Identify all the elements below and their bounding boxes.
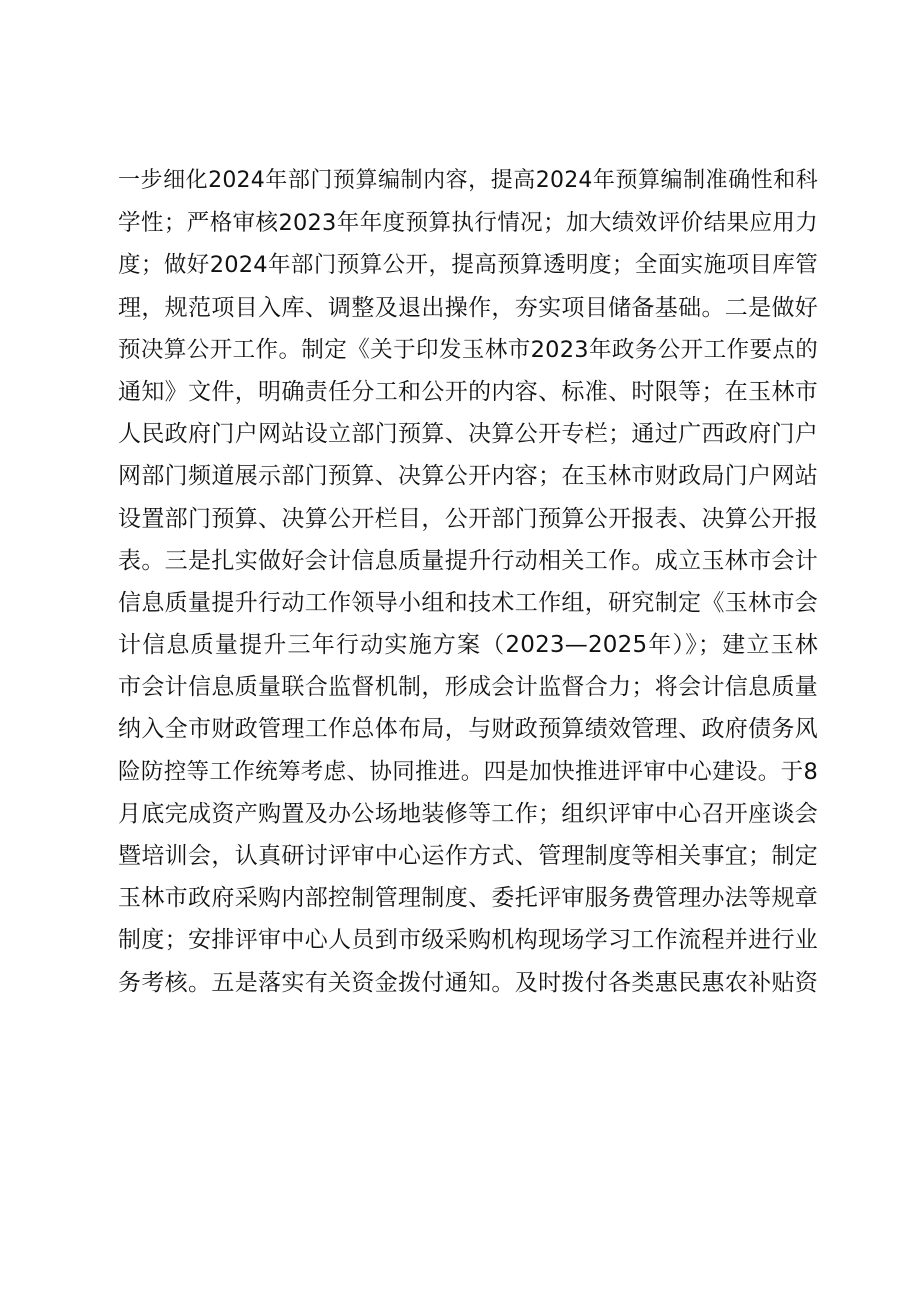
text-line: 务考核。五是落实有关资金拨付通知。及时拨付各类惠民惠农补贴资	[118, 969, 818, 996]
text-line: 学性；严格审核2023年年度预算执行情况；加大绩效评价结果应用力	[118, 210, 818, 237]
text-line: 预决算公开工作。制定《关于印发玉林市2023年政务公开工作要点的	[118, 336, 818, 363]
text-line: 度；做好2024年部门预算公开，提高预算透明度；全面实施项目库管	[118, 252, 818, 279]
text-line: 网部门频道展示部门预算、决算公开内容；在玉林市财政局门户网站	[118, 463, 818, 490]
text-line: 制度；安排评审中心人员到市级采购机构现场学习工作流程并进行业	[118, 927, 818, 954]
text-line: 险防控等工作统筹考虑、协同推进。四是加快推进评审中心建设。于8	[118, 758, 818, 785]
text-line: 人民政府门户网站设立部门预算、决算公开专栏；通过广西政府门户	[118, 421, 818, 448]
text-line: 市会计信息质量联合监督机制，形成会计监督合力；将会计信息质量	[118, 674, 818, 701]
text-line: 理，规范项目入库、调整及退出操作，夯实项目储备基础。二是做好	[118, 294, 818, 321]
text-line: 一步细化2024年部门预算编制内容，提高2024年预算编制准确性和科	[118, 168, 818, 193]
text-line: 月底完成资产购置及办公场地装修等工作；组织评审中心召开座谈会	[118, 800, 818, 827]
text-line: 通知》文件，明确责任分工和公开的内容、标准、时限等；在玉林市	[118, 378, 818, 405]
text-line: 设置部门预算、决算公开栏目，公开部门预算公开报表、决算公开报	[118, 505, 818, 532]
text-line: 暨培训会，认真研讨评审中心运作方式、管理制度等相关事宜；制定	[118, 843, 818, 869]
text-line: 玉林市政府采购内部控制管理制度、委托评审服务费管理办法等规章	[118, 885, 818, 912]
text-line: 信息质量提升行动工作领导小组和技术工作组，研究制定《玉林市会	[118, 589, 818, 616]
text-line: 计信息质量提升三年行动实施方案（2023—2025年）》；建立玉林	[118, 632, 818, 659]
text-line: 纳入全市财政管理工作总体布局，与财政预算绩效管理、政府债务风	[118, 716, 818, 743]
body-paragraph	[118, 160, 818, 1004]
text-line: 表。三是扎实做好会计信息质量提升行动相关工作。成立玉林市会计	[118, 547, 818, 574]
